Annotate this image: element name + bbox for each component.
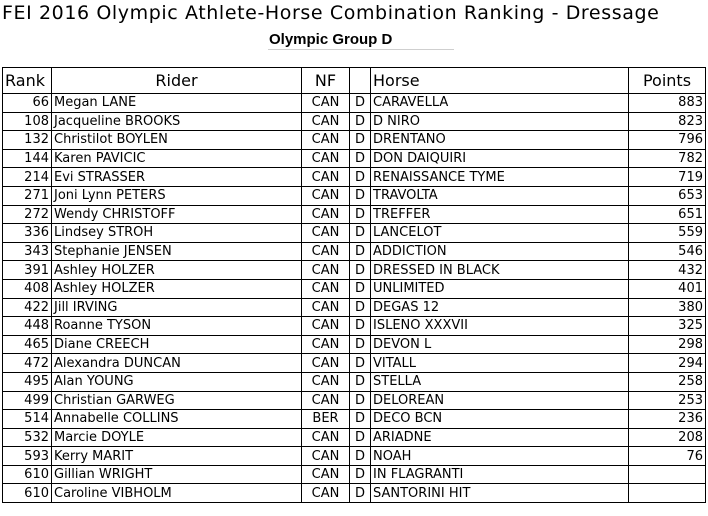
pts-cell: 258 bbox=[629, 372, 706, 391]
rider-cell: Marcie DOYLE bbox=[52, 428, 302, 447]
horse-cell: ADDICTION bbox=[371, 242, 629, 261]
table-row bbox=[3, 149, 706, 168]
pts-cell: 76 bbox=[629, 447, 706, 466]
nf-cell: CAN bbox=[302, 465, 350, 484]
horse-cell: TRAVOLTA bbox=[371, 186, 629, 205]
rider-cell: Jill IRVING bbox=[52, 298, 302, 317]
disc-cell: D bbox=[350, 428, 371, 447]
nf-cell: CAN bbox=[302, 242, 350, 261]
pts-cell: 719 bbox=[629, 168, 706, 187]
rank-cell: 66 bbox=[3, 94, 52, 113]
nf-cell: CAN bbox=[302, 168, 350, 187]
rider-cell: Annabelle COLLINS bbox=[52, 410, 302, 429]
header-points: Points bbox=[629, 68, 706, 94]
pts-cell: 559 bbox=[629, 224, 706, 243]
horse-cell: RENAISSANCE TYME bbox=[371, 168, 629, 187]
rider-cell: Wendy CHRISTOFF bbox=[52, 205, 302, 224]
pts-cell: 546 bbox=[629, 242, 706, 261]
rank-cell: 499 bbox=[3, 391, 52, 410]
horse-cell: STELLA bbox=[371, 372, 629, 391]
page-subtitle: Olympic Group D bbox=[269, 31, 393, 48]
rank-cell: 132 bbox=[3, 131, 52, 150]
header-nf: NF bbox=[302, 68, 350, 94]
pts-cell bbox=[629, 465, 706, 484]
nf-cell: CAN bbox=[302, 428, 350, 447]
rider-cell: Gillian WRIGHT bbox=[52, 465, 302, 484]
disc-cell: D bbox=[350, 205, 371, 224]
rank-cell: 272 bbox=[3, 205, 52, 224]
pts-cell: 294 bbox=[629, 354, 706, 373]
pts-cell: 823 bbox=[629, 112, 706, 131]
rider-cell: Megan LANE bbox=[52, 94, 302, 113]
ranking-table bbox=[2, 67, 706, 503]
disc-cell: D bbox=[350, 94, 371, 113]
rider-cell: Caroline VIBHOLM bbox=[52, 484, 302, 503]
horse-cell: DRENTANO bbox=[371, 131, 629, 150]
horse-cell: UNLIMITED bbox=[371, 279, 629, 298]
rider-cell: Ashley HOLZER bbox=[52, 261, 302, 280]
rank-cell: 336 bbox=[3, 224, 52, 243]
disc-cell: D bbox=[350, 149, 371, 168]
rank-cell: 343 bbox=[3, 242, 52, 261]
rider-cell: Kerry MARIT bbox=[52, 447, 302, 466]
pts-cell: 782 bbox=[629, 149, 706, 168]
table-row bbox=[3, 279, 706, 298]
disc-cell: D bbox=[350, 372, 371, 391]
table-header-row bbox=[3, 68, 706, 94]
disc-cell: D bbox=[350, 465, 371, 484]
header-rank: Rank bbox=[3, 68, 52, 94]
nf-cell: CAN bbox=[302, 391, 350, 410]
table-row bbox=[3, 186, 706, 205]
horse-cell: DEGAS 12 bbox=[371, 298, 629, 317]
disc-cell: D bbox=[350, 335, 371, 354]
disc-cell: D bbox=[350, 484, 371, 503]
pts-cell: 236 bbox=[629, 410, 706, 429]
rider-cell: Evi STRASSER bbox=[52, 168, 302, 187]
rank-cell: 448 bbox=[3, 317, 52, 336]
nf-cell: CAN bbox=[302, 131, 350, 150]
pts-cell: 380 bbox=[629, 298, 706, 317]
table-row bbox=[3, 410, 706, 429]
table-row bbox=[3, 465, 706, 484]
nf-cell: CAN bbox=[302, 372, 350, 391]
disc-cell: D bbox=[350, 224, 371, 243]
horse-cell: ARIADNE bbox=[371, 428, 629, 447]
rank-cell: 214 bbox=[3, 168, 52, 187]
horse-cell: LANCELOT bbox=[371, 224, 629, 243]
disc-cell: D bbox=[350, 186, 371, 205]
disc-cell: D bbox=[350, 131, 371, 150]
horse-cell: ISLENO XXXVII bbox=[371, 317, 629, 336]
nf-cell: CAN bbox=[302, 447, 350, 466]
nf-cell: BER bbox=[302, 410, 350, 429]
rider-cell: Jacqueline BROOKS bbox=[52, 112, 302, 131]
horse-cell: DECO BCN bbox=[371, 410, 629, 429]
subtitle-rule bbox=[268, 49, 454, 50]
rank-cell: 108 bbox=[3, 112, 52, 131]
disc-cell: D bbox=[350, 317, 371, 336]
table-row bbox=[3, 298, 706, 317]
nf-cell: CAN bbox=[302, 279, 350, 298]
disc-cell: D bbox=[350, 242, 371, 261]
nf-cell: CAN bbox=[302, 112, 350, 131]
pts-cell: 208 bbox=[629, 428, 706, 447]
horse-cell: TREFFER bbox=[371, 205, 629, 224]
rider-cell: Diane CREECH bbox=[52, 335, 302, 354]
table-row bbox=[3, 335, 706, 354]
horse-cell: SANTORINI HIT bbox=[371, 484, 629, 503]
horse-cell: CARAVELLA bbox=[371, 94, 629, 113]
nf-cell: CAN bbox=[302, 186, 350, 205]
nf-cell: CAN bbox=[302, 261, 350, 280]
nf-cell: CAN bbox=[302, 205, 350, 224]
rank-cell: 472 bbox=[3, 354, 52, 373]
horse-cell: DEVON L bbox=[371, 335, 629, 354]
nf-cell: CAN bbox=[302, 224, 350, 243]
disc-cell: D bbox=[350, 168, 371, 187]
rider-cell: Alexandra DUNCAN bbox=[52, 354, 302, 373]
horse-cell: D NIRO bbox=[371, 112, 629, 131]
disc-cell: D bbox=[350, 354, 371, 373]
pts-cell: 883 bbox=[629, 94, 706, 113]
rank-cell: 495 bbox=[3, 372, 52, 391]
rank-cell: 593 bbox=[3, 447, 52, 466]
pts-cell: 253 bbox=[629, 391, 706, 410]
rider-cell: Christian GARWEG bbox=[52, 391, 302, 410]
horse-cell: VITALL bbox=[371, 354, 629, 373]
disc-cell: D bbox=[350, 279, 371, 298]
horse-cell: DRESSED IN BLACK bbox=[371, 261, 629, 280]
table-row bbox=[3, 131, 706, 150]
pts-cell: 796 bbox=[629, 131, 706, 150]
table-row bbox=[3, 317, 706, 336]
rank-cell: 610 bbox=[3, 484, 52, 503]
header-discipline bbox=[350, 68, 371, 94]
pts-cell: 432 bbox=[629, 261, 706, 280]
disc-cell: D bbox=[350, 410, 371, 429]
nf-cell: CAN bbox=[302, 149, 350, 168]
disc-cell: D bbox=[350, 112, 371, 131]
nf-cell: CAN bbox=[302, 317, 350, 336]
table-row bbox=[3, 447, 706, 466]
table-row bbox=[3, 242, 706, 261]
rider-cell: Ashley HOLZER bbox=[52, 279, 302, 298]
page-title: FEI 2016 Olympic Athlete-Horse Combination Ranking - Dressage bbox=[2, 2, 660, 24]
pts-cell bbox=[629, 484, 706, 503]
disc-cell: D bbox=[350, 447, 371, 466]
rider-cell: Stephanie JENSEN bbox=[52, 242, 302, 261]
header-rider: Rider bbox=[52, 68, 302, 94]
nf-cell: CAN bbox=[302, 354, 350, 373]
disc-cell: D bbox=[350, 261, 371, 280]
nf-cell: CAN bbox=[302, 298, 350, 317]
table-row bbox=[3, 391, 706, 410]
rank-cell: 514 bbox=[3, 410, 52, 429]
rank-cell: 271 bbox=[3, 186, 52, 205]
rank-cell: 422 bbox=[3, 298, 52, 317]
rider-cell: Joni Lynn PETERS bbox=[52, 186, 302, 205]
rank-cell: 465 bbox=[3, 335, 52, 354]
rider-cell: Lindsey STROH bbox=[52, 224, 302, 243]
table-row bbox=[3, 261, 706, 280]
horse-cell: DELOREAN bbox=[371, 391, 629, 410]
nf-cell: CAN bbox=[302, 484, 350, 503]
table-row bbox=[3, 372, 706, 391]
table-row bbox=[3, 428, 706, 447]
table-row bbox=[3, 224, 706, 243]
nf-cell: CAN bbox=[302, 335, 350, 354]
horse-cell: DON DAIQUIRI bbox=[371, 149, 629, 168]
rider-cell: Karen PAVICIC bbox=[52, 149, 302, 168]
table-row bbox=[3, 168, 706, 187]
rider-cell: Roanne TYSON bbox=[52, 317, 302, 336]
table-row bbox=[3, 354, 706, 373]
pts-cell: 298 bbox=[629, 335, 706, 354]
header-horse: Horse bbox=[371, 68, 629, 94]
rank-cell: 144 bbox=[3, 149, 52, 168]
rank-cell: 391 bbox=[3, 261, 52, 280]
rank-cell: 610 bbox=[3, 465, 52, 484]
table-row bbox=[3, 112, 706, 131]
horse-cell: NOAH bbox=[371, 447, 629, 466]
table-row bbox=[3, 484, 706, 503]
pts-cell: 651 bbox=[629, 205, 706, 224]
disc-cell: D bbox=[350, 298, 371, 317]
rank-cell: 532 bbox=[3, 428, 52, 447]
pts-cell: 401 bbox=[629, 279, 706, 298]
rank-cell: 408 bbox=[3, 279, 52, 298]
rider-cell: Alan YOUNG bbox=[52, 372, 302, 391]
horse-cell: IN FLAGRANTI bbox=[371, 465, 629, 484]
pts-cell: 325 bbox=[629, 317, 706, 336]
disc-cell: D bbox=[350, 391, 371, 410]
table-row bbox=[3, 205, 706, 224]
nf-cell: CAN bbox=[302, 94, 350, 113]
table-row bbox=[3, 94, 706, 113]
pts-cell: 653 bbox=[629, 186, 706, 205]
rider-cell: Christilot BOYLEN bbox=[52, 131, 302, 150]
